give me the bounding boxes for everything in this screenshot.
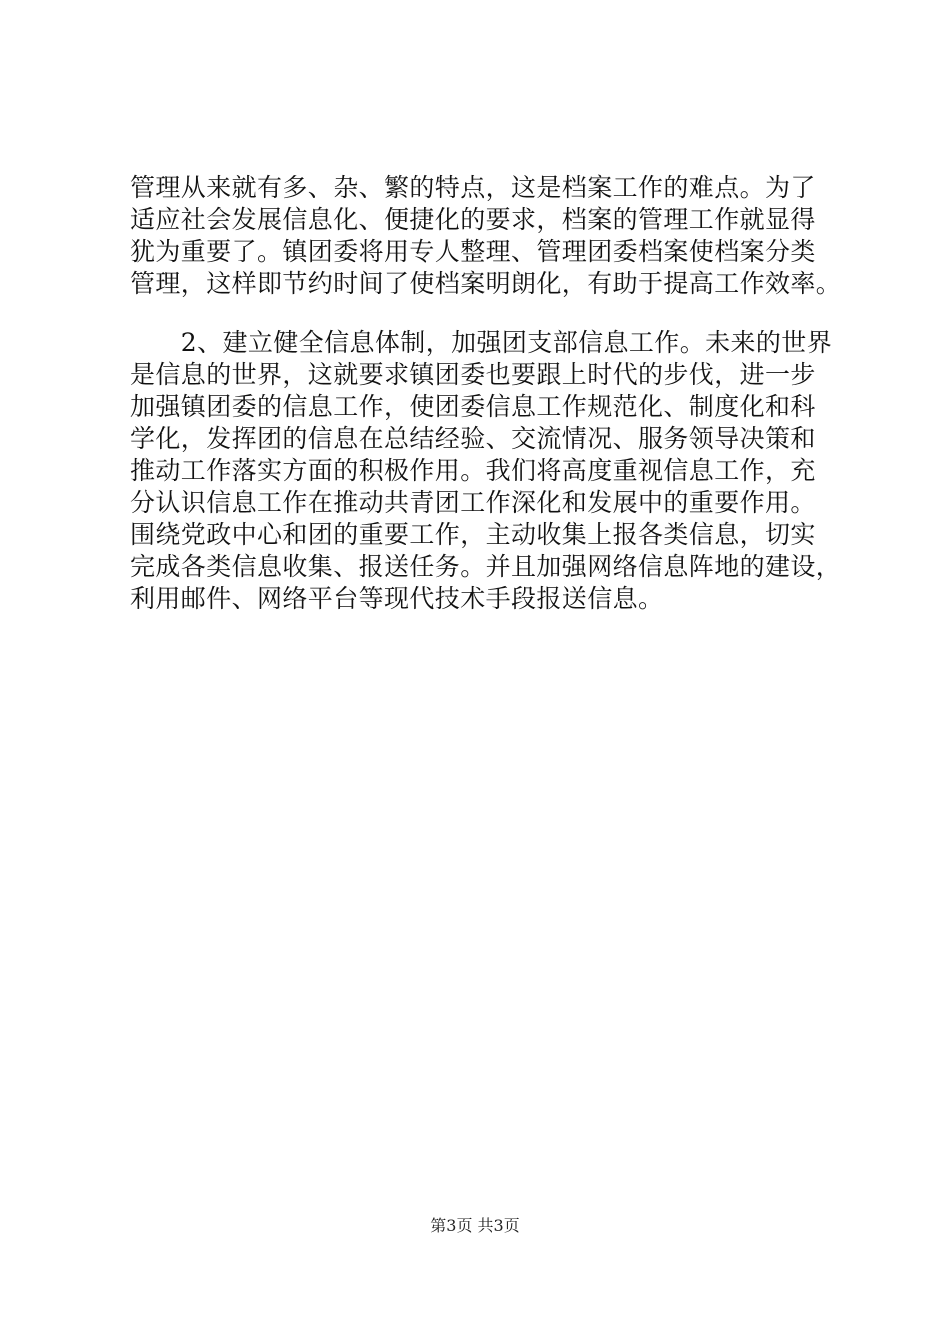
paragraph-line: 完成各类信息收集、报送任务。并且加强网络信息阵地的建设， — [130, 552, 842, 581]
paragraph-line: 利用邮件、网络平台等现代技术手段报送信息。 — [130, 584, 664, 613]
paragraph-line: 分认识信息工作在推动共青团工作深化和发展中的重要作用。 — [130, 488, 816, 517]
paragraph-line: 加强镇团委的信息工作，使团委信息工作规范化、制度化和科 — [130, 392, 816, 421]
paragraph-line: 管理从来就有多、杂、繁的特点，这是档案工作的难点。为了 — [130, 173, 816, 202]
paragraph-line: 2、建立健全信息体制，加强团支部信息工作。未来的世界 — [130, 328, 833, 357]
paragraph-line: 管理，这样即节约时间了使档案明朗化，有助于提高工作效率。 — [130, 269, 842, 298]
paragraph-line: 学化，发挥团的信息在总结经验、交流情况、服务领导决策和 — [130, 424, 816, 453]
paragraph-line: 适应社会发展信息化、便捷化的要求，档案的管理工作就显得 — [130, 205, 816, 234]
paragraph-line: 围绕党政中心和团的重要工作，主动收集上报各类信息，切实 — [130, 520, 816, 549]
page-footer: 第3页 共3页 — [430, 1216, 520, 1235]
paragraph-line: 犹为重要了。镇团委将用专人整理、管理团委档案使档案分类 — [130, 237, 816, 266]
paragraph-line: 是信息的世界，这就要求镇团委也要跟上时代的步伐，进一步 — [130, 360, 816, 389]
paragraph-line: 推动工作落实方面的积极作用。我们将高度重视信息工作，充 — [130, 456, 816, 485]
